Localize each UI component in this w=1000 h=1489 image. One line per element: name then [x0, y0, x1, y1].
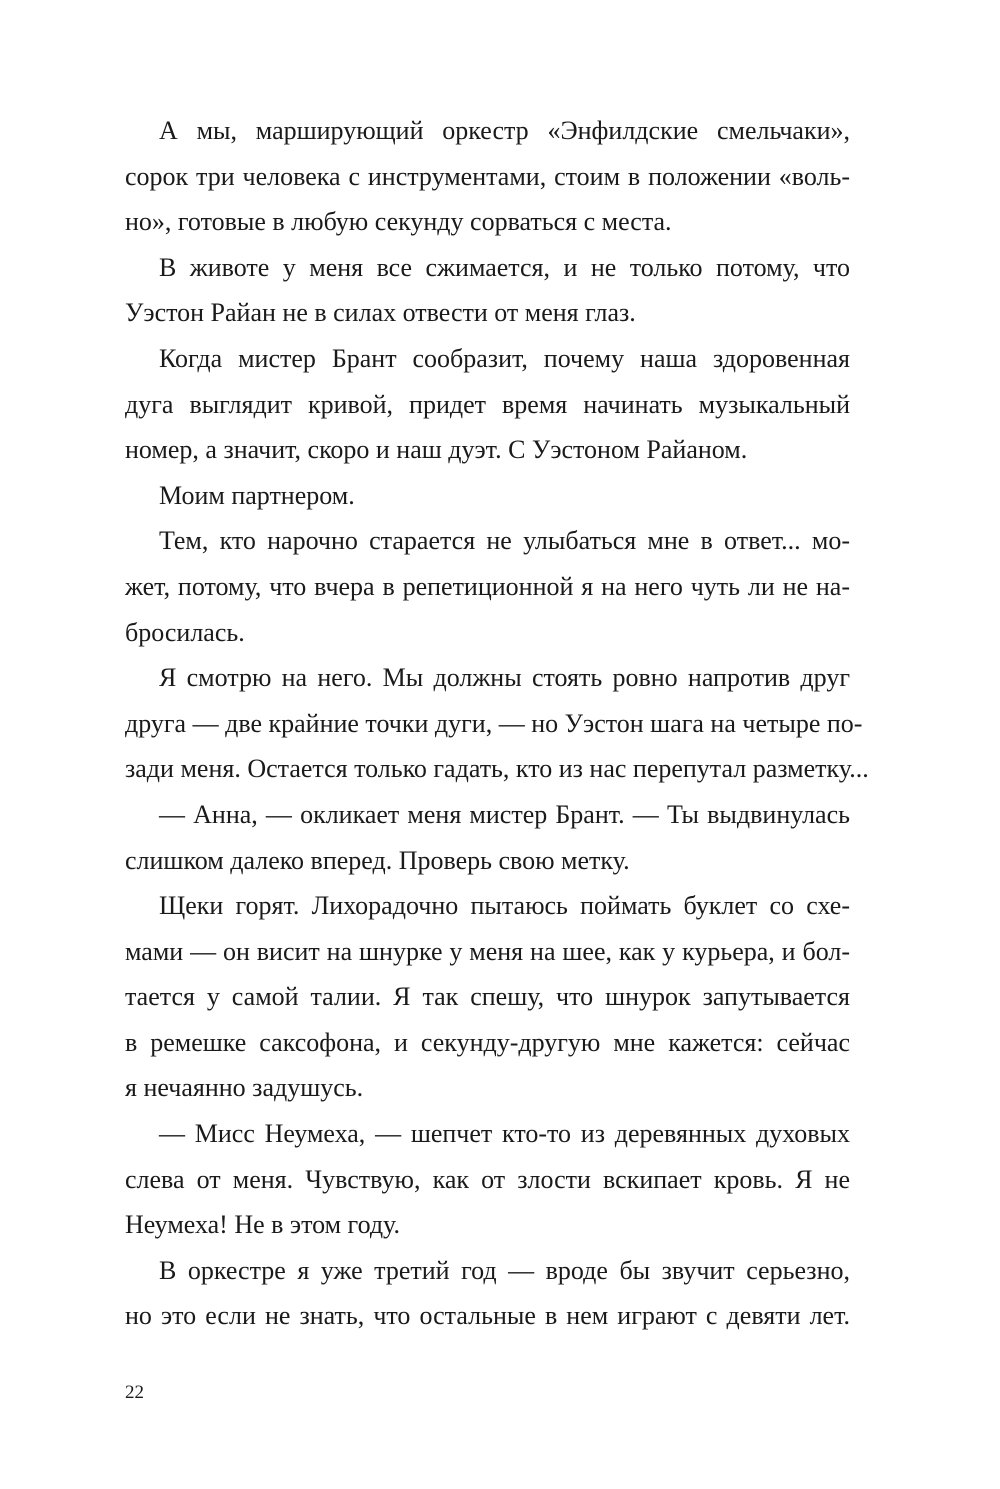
text-line: В оркестре я уже третий год — вроде бы звучит серьезно,	[159, 1255, 850, 1285]
text-line: Щеки горят. Лихорадочно пытаюсь поймать буклет со схе-	[159, 891, 850, 921]
text-line: Тем, кто нарочно старается не улыбаться мне в ответ... мо-	[159, 526, 850, 556]
paragraph	[125, 518, 850, 655]
text-line: я нечаянно задушусь.	[125, 1073, 364, 1103]
text-line: тается у самой талии. Я так спешу, что шнурок запутывается	[125, 982, 850, 1012]
paragraph	[125, 1111, 850, 1248]
paragraph	[125, 1248, 850, 1339]
text-line: зади меня. Остается только гадать, кто из нас перепутал разметку...	[125, 754, 869, 784]
text-line: бросилась.	[125, 617, 245, 647]
text-line: сорок три человека с инструментами, стоим в положении «воль-	[125, 161, 850, 191]
paragraph	[125, 336, 850, 473]
text-line: мами — он висит на шнурке у меня на шее, как у курьера, и бол-	[125, 936, 850, 966]
paragraph	[125, 655, 869, 792]
text-line: А мы, марширующий оркестр «Энфилдские смельчаки»,	[159, 116, 850, 145]
text-line: номер, а значит, скоро и наш дуэт. С Уэстоном Райаном.	[125, 435, 748, 465]
text-line: слева от меня. Чувствую, как от злости вскипает кровь. Я не	[125, 1164, 850, 1194]
text-line: Когда мистер Брант сообразит, почему наша здоровенная	[159, 343, 850, 373]
text-line: — Мисс Неумеха, — шепчет кто-то из деревянных духовых	[159, 1119, 850, 1149]
text-line: Неумеха! Не в этом году.	[125, 1210, 400, 1240]
text-line: Уэстон Райан не в силах отвести от меня глаз.	[125, 298, 636, 328]
paragraph	[125, 108, 850, 245]
text-line: — Анна, — окликает меня мистер Брант. — Ты выдвинулась	[159, 799, 850, 829]
text-line: Я смотрю на него. Мы должны стоять ровно напротив друг	[159, 663, 850, 693]
text-line: но», готовые в любую секунду сорваться с места.	[125, 207, 672, 237]
paragraph	[125, 473, 850, 519]
text-line: но это если не знать, что остальные в нем играют с девяти лет.	[125, 1301, 850, 1331]
text-line: слишком далеко вперед. Проверь свою метку.	[125, 845, 630, 875]
text-line: в ремешке саксофона, и секунду-другую мне кажется: сейчас	[125, 1027, 850, 1057]
text-line: жет, потому, что вчера в репетиционной я на него чуть ли не на-	[125, 571, 850, 601]
paragraph	[125, 883, 850, 1111]
text-line: Моим партнером.	[159, 480, 355, 510]
paragraph	[125, 245, 850, 336]
page-number: 22	[125, 1382, 144, 1403]
paragraph	[125, 792, 850, 883]
text-line: В животе у меня все сжимается, и не только потому, что	[159, 252, 850, 282]
body-text	[125, 108, 869, 1339]
text-line: друга — две крайние точки дуги, — но Уэстон шага на четыре по-	[125, 708, 863, 738]
text-line: дуга выглядит кривой, придет время начинать музыкальный	[125, 389, 850, 419]
